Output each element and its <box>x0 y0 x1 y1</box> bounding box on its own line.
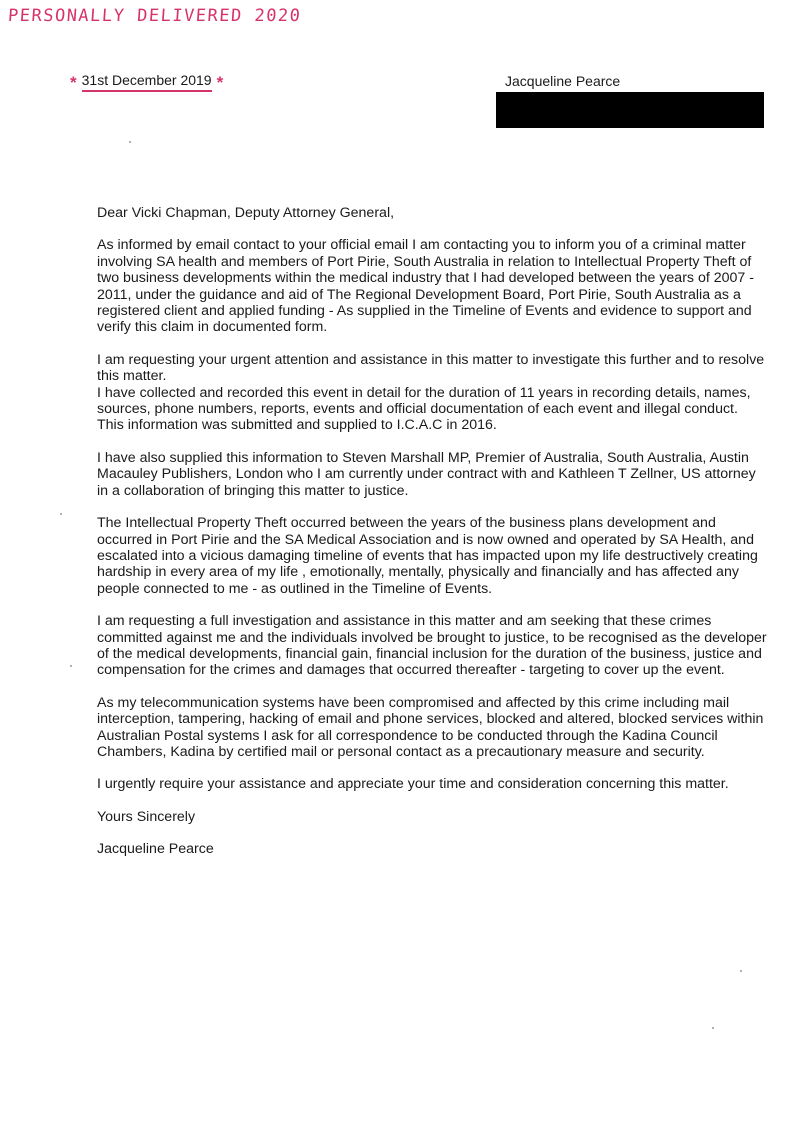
scan-speck <box>129 141 131 143</box>
paragraph: I have also supplied this information to Steven Marshall MP, Premier of Australia, South Australia, Austin Macauley Publishers, London who I am currently under contract with and Kathleen T Zellner, US attorney in a collaboration of bringing this matter to justice. <box>97 449 756 499</box>
paragraph: I am requesting a full investigation and assistance in this matter and am seeking that these crimes committed against me and the individuals involved be brought to justice, to be recognised as the developer of the medical developments, financial gain, financial inclusion for the duration of the business, justice and compensation for the crimes and damages that occurred thereafter - targeting to cover up the event. <box>97 613 767 679</box>
letter-date <box>70 72 223 92</box>
scan-speck <box>740 970 742 972</box>
paragraph: I urgently require your assistance and appreciate your time and consideration concerning this matter. <box>97 776 729 793</box>
handwritten-delivery-note: PERSONALLY DELIVERED 2020 <box>7 6 303 26</box>
paragraph: As my telecommunication systems have been compromised and affected by this crime including mail interception, tampering, hacking of email and phone services, blocked and altered, blocked services within Australian Postal systems I ask for all correspondence to be conducted through the Kadina Council Chambers, Kadina by certified mail or personal contact as a precautionary measure and security. <box>97 694 764 760</box>
asterisk-star-icon: * <box>216 72 224 92</box>
letter-body <box>97 205 767 874</box>
signature: Jacqueline Pearce <box>97 841 214 858</box>
sender-name: Jacqueline Pearce <box>505 73 621 89</box>
salutation: Dear Vicki Chapman, Deputy Attorney General, <box>97 205 395 221</box>
redacted-address-block <box>496 92 764 128</box>
date-text: 31st December 2019 <box>82 72 212 92</box>
scan-speck <box>712 1027 714 1029</box>
paragraph: I am requesting your urgent attention and assistance in this matter to investigate this further and to resolve this matter. <box>97 351 765 385</box>
scan-speck <box>70 665 72 667</box>
paragraph: As informed by email contact to your official email I am contacting you to inform you of a criminal matter involving SA health and members of Port Pirie, South Australia in relation to Intellectual Property Theft of two business developments within the medical industry that I had developed between the years of 2007 - 2011, under the guidance and aid of The Regional Development Board, Port Pirie, South Australia as a registered client and applied funding - As supplied in the Timeline of Events and evidence to support and verify this claim in documented form. <box>97 237 754 336</box>
asterisk-star-icon: * <box>70 72 77 92</box>
paragraph: The Intellectual Property Theft occurred between the years of the business plans development and occurred in Port Pirie and the SA Medical Association and is now owned and operated by SA Health, and escalated into a vicious damaging timeline of events that has impacted upon my life destructively creating hardship in every area of my life , emotionally, mentally, physically and financially and has affected any people connected to me - as outlined in the Timeline of Events. <box>97 515 758 597</box>
scan-speck <box>60 513 62 515</box>
closing: Yours Sincerely <box>97 808 196 825</box>
paragraph: I have collected and recorded this event in detail for the duration of 11 years in recording details, names, sources, phone numbers, reports, events and official documentation of each event and illegal conduct. This information was submitted and supplied to I.C.A.C in 2016. <box>97 384 751 434</box>
